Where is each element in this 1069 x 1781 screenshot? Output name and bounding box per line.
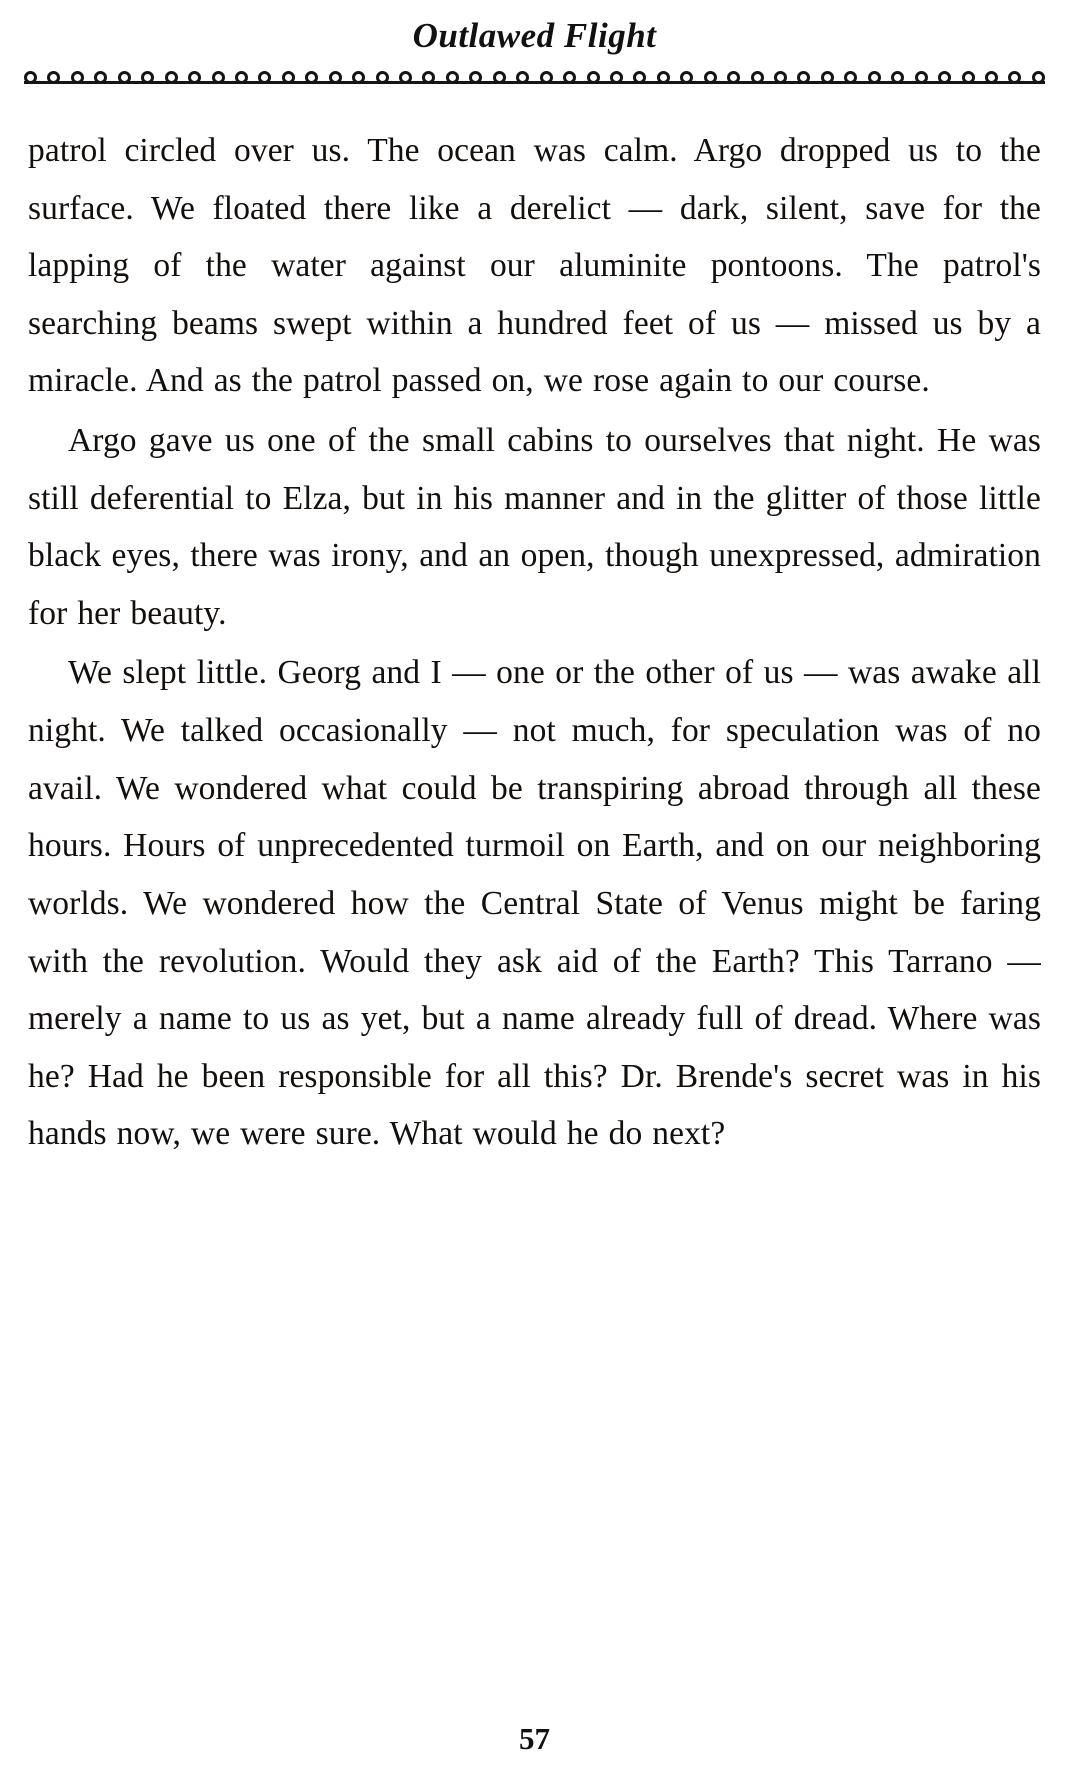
- divider-bead-icon: [797, 71, 810, 84]
- divider-bead-icon: [352, 71, 365, 84]
- book-page: [0, 16, 1069, 1781]
- divider-bead-icon: [94, 71, 107, 84]
- divider-bead-icon: [868, 71, 881, 84]
- divider-bead-icon: [258, 71, 271, 84]
- divider-bead-icon: [282, 71, 295, 84]
- divider-bead-icon: [1008, 71, 1021, 84]
- divider-bead-icon: [422, 71, 435, 84]
- body-text: [28, 122, 1041, 1163]
- page-number: 57: [519, 1721, 550, 1756]
- bead-rule-divider: [24, 70, 1045, 96]
- divider-bead-icon: [141, 71, 154, 84]
- divider-bead-icon: [774, 71, 787, 84]
- divider-bead-icon: [305, 71, 318, 84]
- divider-bead-icon: [399, 71, 412, 84]
- divider-bead-icon: [540, 71, 553, 84]
- divider-bead-icon: [985, 71, 998, 84]
- divider-bead-icon: [71, 71, 84, 84]
- divider-bead-icon: [329, 71, 342, 84]
- divider-bead-icon: [821, 71, 834, 84]
- divider-bead-icon: [376, 71, 389, 84]
- page-title: Outlawed Flight: [412, 16, 657, 55]
- divider-bead-icon: [47, 71, 60, 84]
- paragraph: patrol circled over us. The ocean was calm. Argo dropped us to the surface. We floated there like a derelict — dark, silent, save for the lapping of the water against our aluminite pontoons. The patrol's searching beams swept within a hundred feet of us — missed us by a miracle. And as the patrol passed on, we rose again to our course.: [28, 132, 1041, 400]
- divider-bead-icon: [751, 71, 764, 84]
- divider-bead-icon: [704, 71, 717, 84]
- divider-bead-icon: [915, 71, 928, 84]
- paragraph: Argo gave us one of the small cabins to ourselves that night. He was still deferential to Elza, but in his manner and in the glitter of those little black eyes, there was irony, and an open, though unexpressed, admiration for her beauty.: [28, 422, 1041, 632]
- divider-bead-icon: [610, 71, 623, 84]
- divider-bead-icon: [1032, 71, 1045, 84]
- divider-bead-icon: [633, 71, 646, 84]
- divider-bead-icon: [680, 71, 693, 84]
- divider-bead-icon: [188, 71, 201, 84]
- divider-bead-icon: [118, 71, 131, 84]
- divider-bead-icon: [446, 71, 459, 84]
- paragraph: We slept little. Georg and I — one or the other of us — was awake all night. We talked occasionally — not much, for speculation was of no avail. We wondered what could be transpiring abroad through all these hours. Hours of unprecedented turmoil on Earth, and on our neighboring worlds. We wondered how the Central State of Venus might be faring with the revolution. Would they ask aid of the Earth? This Tarrano — merely a name to us as yet, but a name already full of dread. Where was he? Had he been responsible for all this? Dr. Brende's secret was in his hands now, we were sure. What would he do next?: [28, 654, 1041, 1153]
- divider-bead-icon: [844, 71, 857, 84]
- divider-bead-icon: [962, 71, 975, 84]
- divider-bead-icon: [938, 71, 951, 84]
- divider-bead-icon: [587, 71, 600, 84]
- divider-bead-icon: [516, 71, 529, 84]
- divider-bead-icon: [657, 71, 670, 84]
- divider-bead-icon: [727, 71, 740, 84]
- divider-bead-icon: [24, 71, 37, 84]
- divider-bead-icon: [165, 71, 178, 84]
- divider-bead-icon: [212, 71, 225, 84]
- divider-bead-icon: [891, 71, 904, 84]
- divider-bead-icon: [235, 71, 248, 84]
- divider-bead-icon: [493, 71, 506, 84]
- divider-bead-icon: [469, 71, 482, 84]
- divider-bead-icon: [563, 71, 576, 84]
- divider-beads: [24, 71, 1045, 95]
